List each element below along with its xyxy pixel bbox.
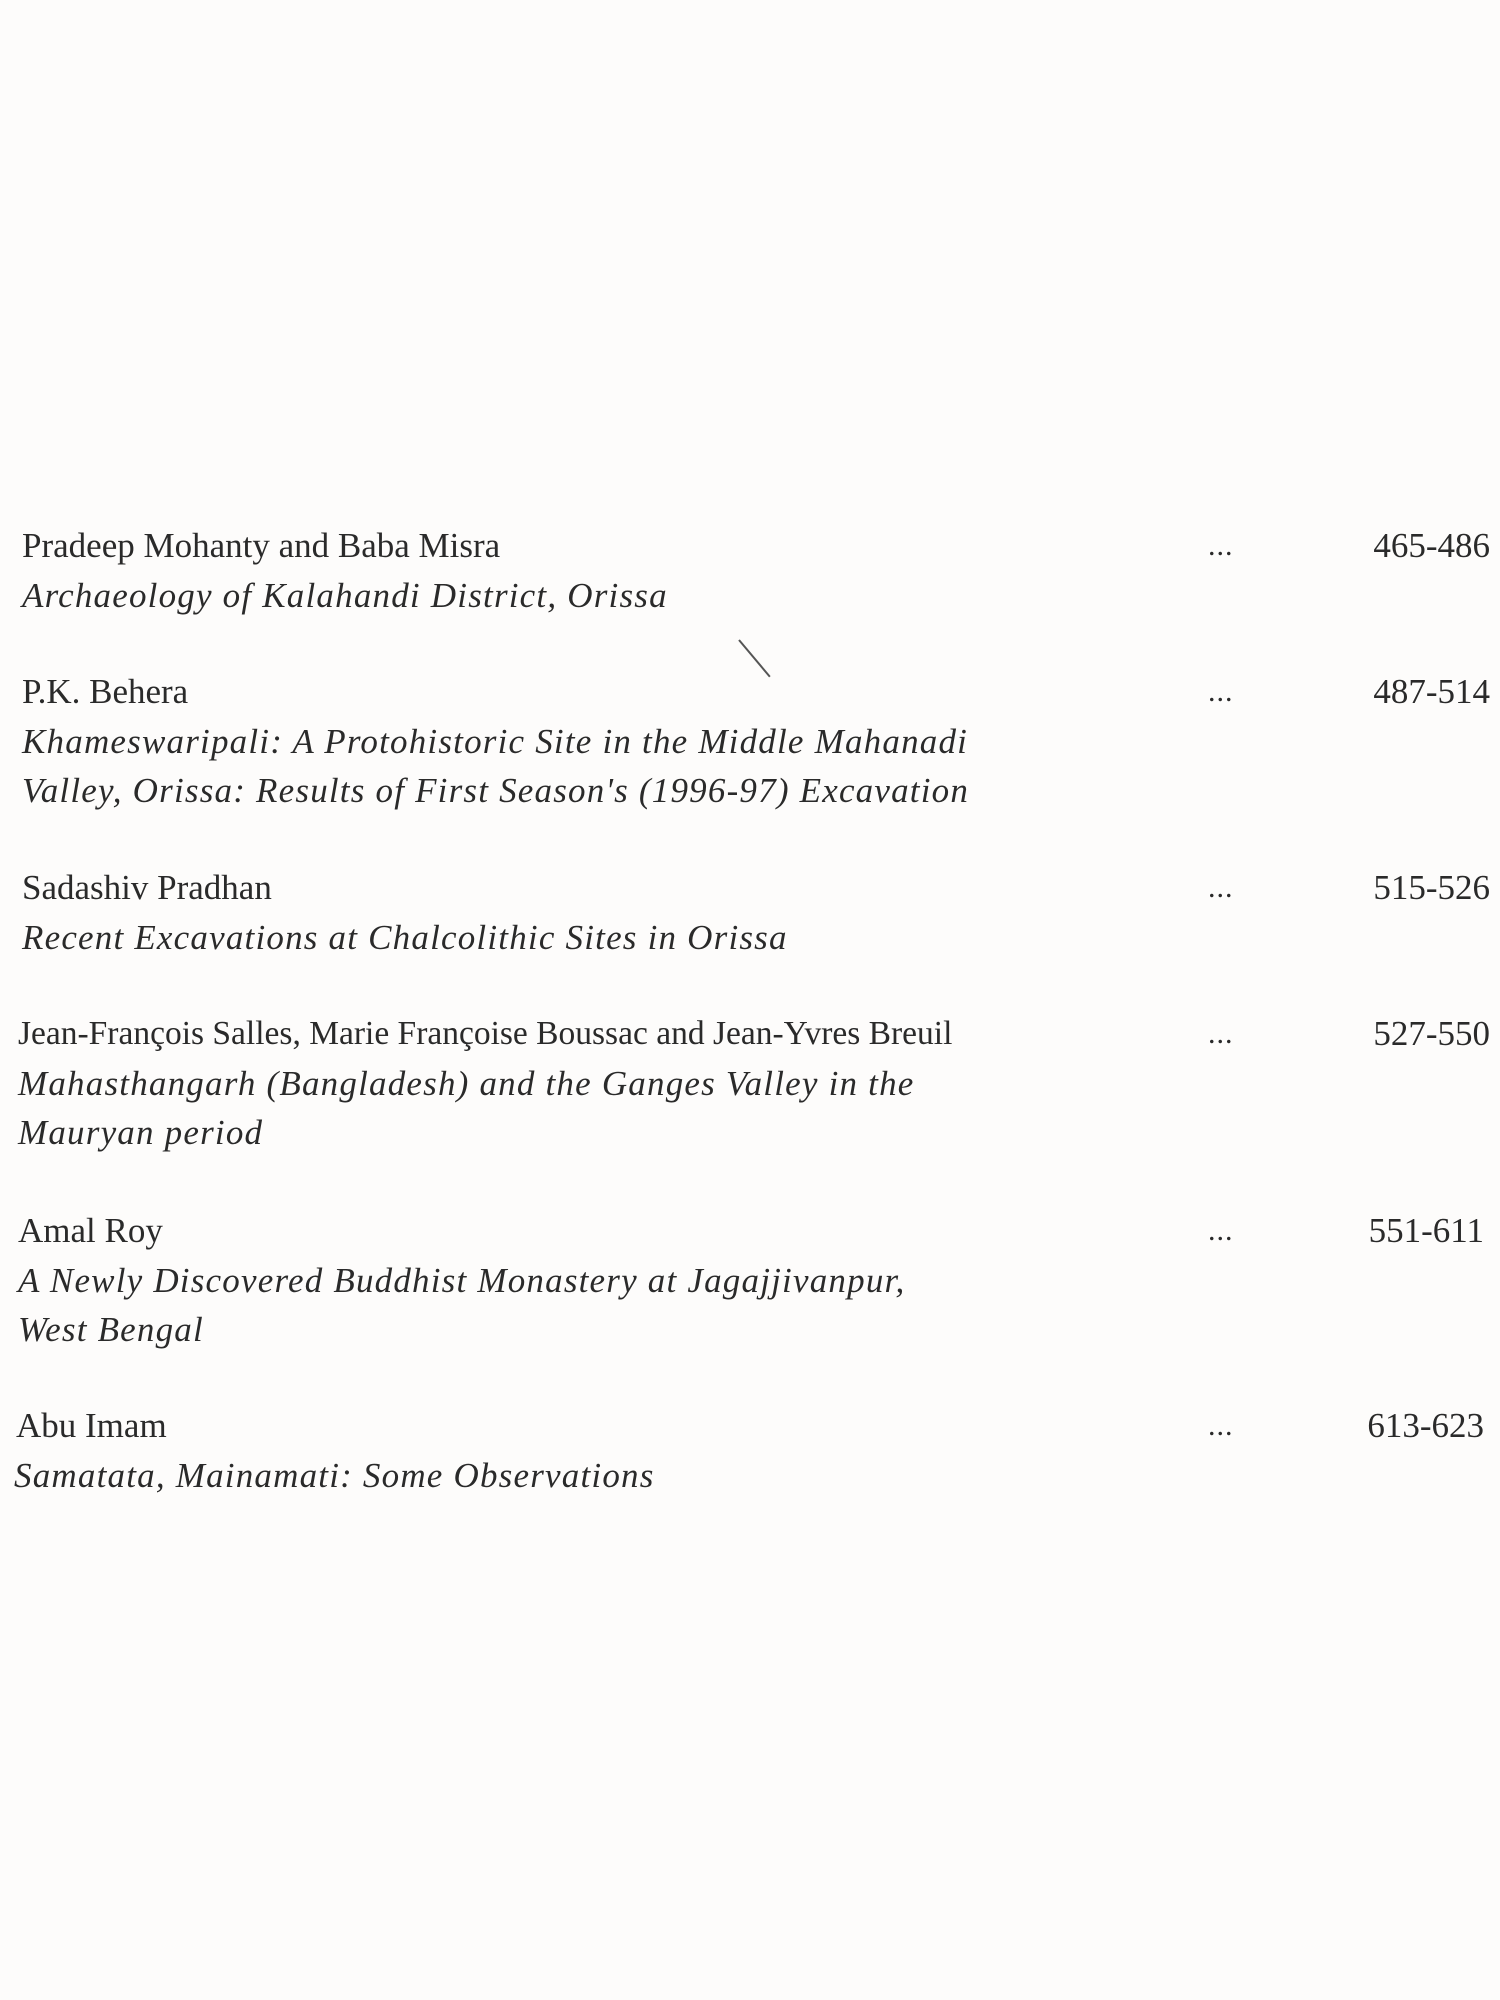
page-range: 515-526: [1373, 868, 1490, 907]
entry-title: Recent Excavations at Chalcolithic Sites in Orissa: [22, 918, 788, 957]
leader-dots: ...: [1208, 675, 1234, 708]
entry-title: Mauryan period: [18, 1113, 264, 1152]
page-range: 527-550: [1373, 1014, 1490, 1053]
entry-title: Khameswaripali: A Protohistoric Site in the Middle Mahanadi: [22, 722, 969, 761]
entry-title: Archaeology of Kalahandi District, Orissa: [22, 576, 668, 615]
entry-author: P.K. Behera: [22, 672, 189, 711]
entry-author: Jean-François Salles, Marie Françoise Boussac and Jean-Yvres Breuil: [18, 1015, 953, 1052]
entry-title: West Bengal: [18, 1310, 204, 1349]
entry-author: Sadashiv Pradhan: [22, 868, 272, 907]
leader-dots: ...: [1208, 1214, 1234, 1247]
entry-author: Amal Roy: [18, 1211, 163, 1250]
page-range: 487-514: [1373, 672, 1490, 711]
entry-title: Valley, Orissa: Results of First Season's (1996-97) Excavation: [22, 771, 970, 810]
leader-dots: ...: [1208, 871, 1234, 904]
entry-title: Mahasthangarh (Bangladesh) and the Ganges Valley in the: [18, 1064, 915, 1103]
entry-title: A Newly Discovered Buddhist Monastery at Jagajjivanpur,: [18, 1261, 906, 1300]
entry-author: Pradeep Mohanty and Baba Misra: [22, 526, 501, 565]
leader-dots: ...: [1208, 529, 1234, 562]
entry-author: Abu Imam: [16, 1406, 167, 1445]
page-range: 551-611: [1368, 1211, 1484, 1250]
page-range: 465-486: [1373, 526, 1490, 565]
leader-dots: ...: [1208, 1017, 1234, 1050]
leader-dots: ...: [1208, 1409, 1234, 1442]
pen-mark: [738, 639, 770, 677]
page-range: 613-623: [1367, 1406, 1484, 1445]
entry-title: Samatata, Mainamati: Some Observations: [14, 1456, 655, 1495]
